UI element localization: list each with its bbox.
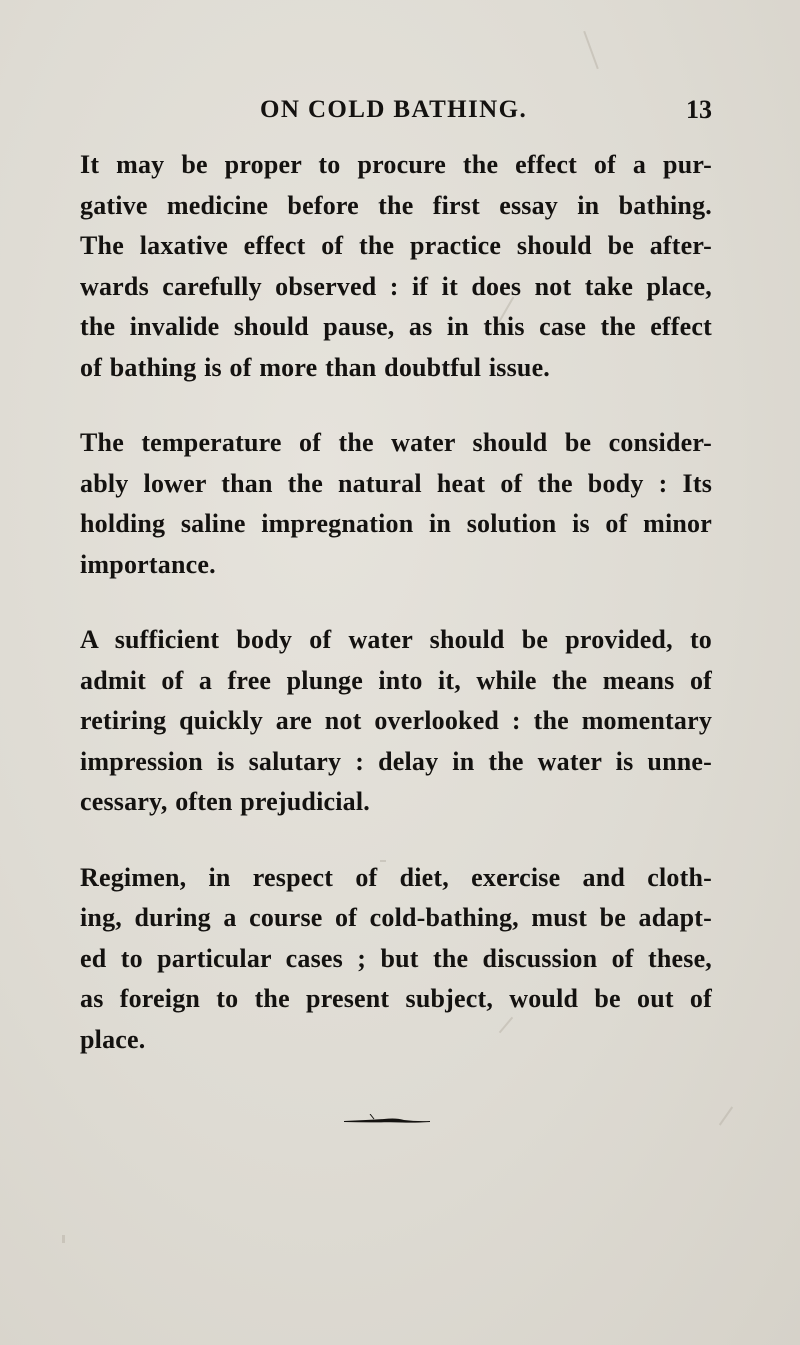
text-line: It may be proper to procure the effect of a pur-: [80, 150, 712, 179]
tailpiece-rule-icon: [344, 1114, 430, 1126]
running-title: ON COLD BATHING.: [260, 96, 528, 123]
paragraph-1: [80, 145, 712, 388]
text-line: Regimen, in respect of diet, exercise and cloth-: [80, 862, 712, 892]
page-number: 13: [686, 95, 712, 124]
paragraph-2: [80, 423, 712, 585]
body-text: [80, 145, 712, 1095]
text-line: The temperature of the water should be consider-: [80, 428, 712, 457]
paragraph-3: [80, 620, 712, 823]
text-line: of bathing is of more than doubtful issue.: [80, 352, 551, 382]
paper-speck: [62, 1235, 65, 1243]
text-line: gative medicine before the first essay in bathing.: [80, 190, 712, 220]
text-line: retiring quickly are not overlooked : the momentary: [80, 706, 713, 735]
paper-speck: [719, 1106, 733, 1125]
text-line: cessary, often prejudicial.: [80, 787, 370, 816]
text-line: The laxative effect of the practice should be after-: [80, 231, 713, 260]
text-line: ing, during a course of cold-bathing, must be adapt-: [80, 903, 712, 932]
text-line: as foreign to the present subject, would be out of: [80, 984, 712, 1013]
text-line: the invalide should pause, as in this case the effect: [80, 312, 712, 341]
text-line: place.: [80, 1024, 146, 1054]
text-line: A sufficient body of water should be provided, to: [80, 625, 712, 654]
text-line: admit of a free plunge into it, while the means of: [80, 665, 712, 695]
text-line: wards carefully observed : if it does not take place,: [80, 271, 712, 301]
text-line: importance.: [80, 549, 216, 579]
text-line: holding saline impregnation in solution is of minor: [80, 509, 712, 538]
text-line: impression is salutary : delay in the water is unne-: [80, 746, 713, 776]
paragraph-4: [80, 858, 712, 1061]
text-line: ed to particular cases ; but the discussion of these,: [80, 943, 713, 973]
running-header: [260, 90, 712, 130]
text-line: ably lower than the natural heat of the body : Its: [80, 468, 713, 498]
paper-speck: [583, 31, 599, 69]
